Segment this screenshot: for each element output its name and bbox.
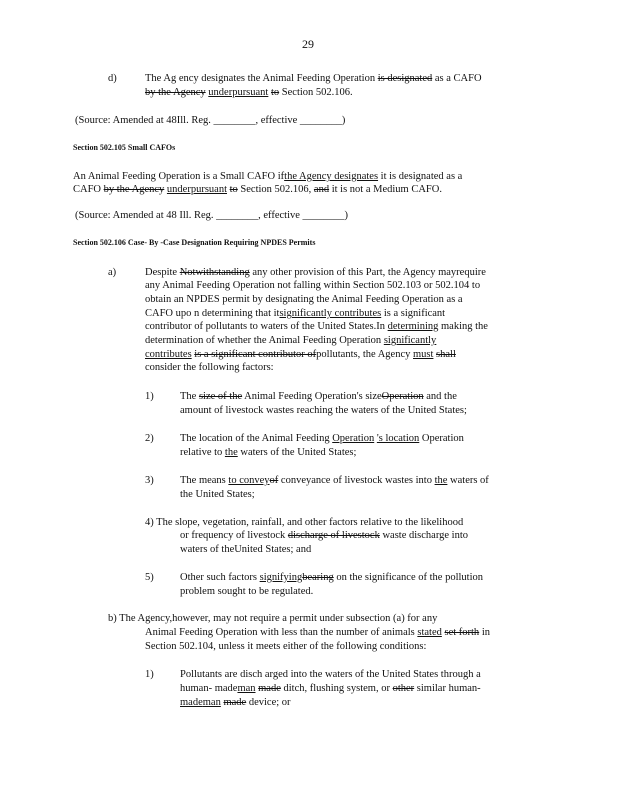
text-line-s105-1 [73, 170, 462, 183]
text-segment: The location of the Animal Feeding [180, 433, 333, 444]
text-line-f1-label: 1) [145, 391, 154, 402]
text-line-src-2: (Source: Amended at 48 Ill. Reg. ________, effective ________) [75, 210, 349, 221]
text-segment: Animal Feeding Operation with less than the number of animals [145, 627, 418, 638]
text-line-f2-2 [180, 446, 356, 459]
text-line-d-label: d) [108, 73, 117, 84]
text-line-d-1 [145, 72, 482, 85]
struck-text: to [229, 184, 238, 195]
text-segment: Section 502.106, [237, 184, 314, 195]
struck-text: of [269, 475, 279, 486]
inserted-text: signifying [259, 572, 303, 583]
struck-text: Notwithstanding [179, 267, 250, 278]
text-line-c1-2 [180, 682, 481, 695]
text-line-c1-3 [180, 696, 291, 709]
inserted-text: made [180, 697, 203, 708]
text-segment: The means [180, 475, 229, 486]
text-line-sec-105: Section 502.105 Small CAFOs [73, 143, 176, 152]
text-segment: conveyance of livestock wastes into [278, 475, 435, 486]
text-line-f3-label: 3) [145, 475, 154, 486]
text-segment: pollutants, the Agency [316, 349, 413, 360]
struck-text: other [392, 683, 415, 694]
text-segment: human- made [180, 683, 238, 694]
text-line-f5-1 [180, 571, 483, 584]
inserted-text: the [224, 447, 238, 458]
text-segment: device; or [246, 697, 291, 708]
inserted-text: man [202, 697, 221, 708]
text-line-a-3: obtain an NPDES permit by designating the Animal Feeding Operation as a [145, 294, 463, 305]
text-line-sec-106: Section 502.106 Case- By -Case Designation Requiring NPDES Permits [73, 238, 316, 247]
text-line-f4-3: waters of theUnited States; and [180, 544, 312, 555]
text-line-a-6 [145, 334, 436, 347]
text-segment: CAFO [73, 184, 104, 195]
struck-text: and [313, 184, 330, 195]
struck-text: set forth [444, 627, 480, 638]
text-segment: waste discharge into [379, 530, 469, 541]
inserted-text: underpursuant [208, 87, 269, 98]
struck-text: by the Agency [145, 87, 206, 98]
text-segment: The Ag ency designates the Animal Feeding Operation [145, 73, 378, 84]
text-line-src-1: (Source: Amended at 48Ill. Reg. ________, effective ________) [75, 115, 346, 126]
struck-text: is a significant contributor of [194, 349, 317, 360]
text-segment: Operation [419, 433, 464, 444]
inserted-text: stated [417, 627, 442, 638]
text-segment: on the significance of the pollution [333, 572, 483, 583]
struck-text: made [223, 697, 247, 708]
inserted-text: Operation [332, 433, 375, 444]
inserted-text: determining [387, 321, 439, 332]
text-segment: ditch, flushing system, or [280, 683, 393, 694]
text-line-f5-2: problem sought to be regulated. [180, 586, 314, 597]
text-segment: waters of [447, 475, 489, 486]
text-line-a-2: any Animal Feeding Operation not falling within Section 502.103 or 502.104 to [145, 280, 481, 291]
struck-text: Operation [381, 391, 424, 402]
text-segment: An Animal Feeding Operation is a Small CAFO if [73, 171, 285, 182]
text-segment: and the [423, 391, 457, 402]
text-segment: similar human- [414, 683, 481, 694]
page-number: 29 [302, 37, 314, 51]
text-line-f2-label: 2) [145, 433, 154, 444]
inserted-text: man [237, 683, 256, 694]
inserted-text: underpursuant [166, 184, 227, 195]
text-line-f2-1 [180, 432, 464, 445]
inserted-text: to convey [228, 475, 270, 486]
text-segment: Section 502.106. [279, 87, 353, 98]
text-line-a-8: consider the following factors: [145, 362, 274, 373]
text-line-f4-1: 4) The slope, vegetation, rainfall, and other factors relative to the likelihood [145, 517, 464, 528]
text-line-b-1 [108, 612, 437, 625]
text-segment: or frequency of livestock [180, 530, 288, 541]
text-segment: contributor of pollutants to waters of the United States.In [145, 321, 388, 332]
text-line-b-3: Section 502.104, unless it meets either of the following conditions: [145, 641, 427, 652]
text-line-f3-1 [180, 474, 489, 487]
inserted-text: must [413, 349, 434, 360]
struck-text: by the Agency [103, 184, 165, 195]
text-line-c1-1: Pollutants are disch arged into the waters of the United States through a [180, 669, 481, 680]
text-segment: Despite [145, 267, 180, 278]
text-segment: as a CAFO [432, 73, 482, 84]
text-line-c1-label: 1) [145, 669, 154, 680]
inserted-text: significantly [383, 335, 437, 346]
text-line-f3-2: the United States; [180, 489, 255, 500]
text-segment: CAFO upo n determining that it [145, 308, 280, 319]
inserted-text: the Agency designates [284, 171, 379, 182]
text-segment: it is not a Medium CAFO. [329, 184, 442, 195]
text-line-f4-2 [180, 529, 468, 542]
text-line-a-5 [145, 320, 488, 333]
text-segment: waters of the United States; [237, 447, 357, 458]
struck-text: to [270, 87, 280, 98]
inserted-text: the [434, 475, 448, 486]
text-line-a-4 [145, 307, 445, 320]
text-segment: making the [438, 321, 488, 332]
struck-text: is designated [377, 73, 433, 84]
text-line-s105-2 [73, 183, 442, 196]
text-line-a-label: a) [108, 267, 117, 278]
text-segment: relative to [180, 447, 225, 458]
text-segment: any other provision of this Part, the Agency mayrequire [249, 267, 486, 278]
text-line-b-2 [145, 626, 490, 639]
text-line-f1-1 [180, 390, 457, 403]
text-line-a-1 [145, 266, 486, 279]
text-segment: Other such factors [180, 572, 260, 583]
text-line-a-7 [145, 348, 456, 361]
inserted-text: contributes [145, 349, 192, 360]
inserted-text: 's location [376, 433, 420, 444]
text-line-d-2 [145, 86, 353, 99]
text-segment: is a significant [381, 308, 446, 319]
text-line-f5-label: 5) [145, 572, 154, 583]
struck-text: shall [436, 349, 456, 360]
struck-text: discharge of livestock [287, 530, 380, 541]
inserted-text: significantly contributes [279, 308, 382, 319]
text-segment: b) The Agency,however, may not require a permit under subsection (a) for any [108, 613, 438, 624]
text-line-f1-2: amount of livestock wastes reaching the waters of the United States; [180, 405, 467, 416]
struck-text: bearing [302, 572, 334, 583]
struck-text: size of the [198, 391, 243, 402]
text-segment: in [479, 627, 490, 638]
text-segment: determination of whether the Animal Feeding Operation [145, 335, 384, 346]
text-segment: The [180, 391, 199, 402]
struck-text: made [258, 683, 281, 694]
text-segment: it is designated as a [378, 171, 463, 182]
text-segment: Animal Feeding Operation's size [242, 391, 382, 402]
